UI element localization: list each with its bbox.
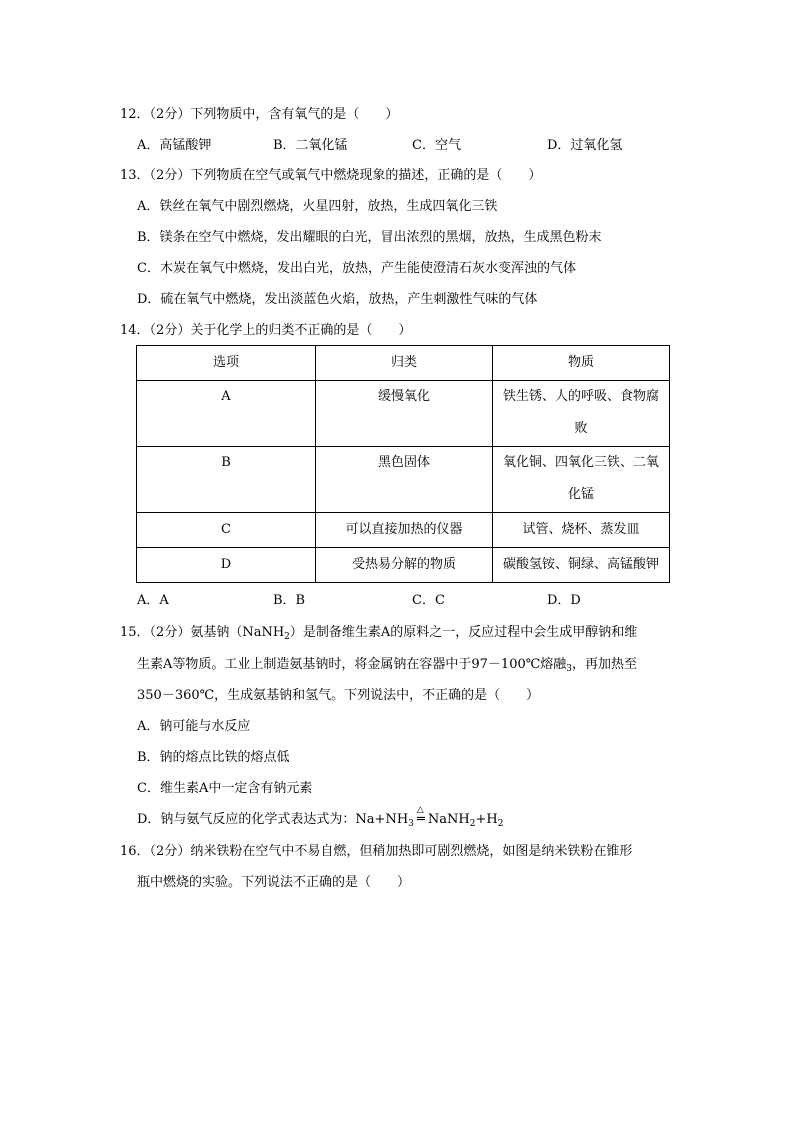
subscript: 2 [497, 819, 504, 829]
q16-stem-line-2: 瓶中燃烧的实验。下列说法不正确的是（ ） [137, 875, 411, 890]
q15-option-b[interactable]: B．钠的熔点比铁的熔点低 [137, 750, 290, 765]
table-cell: D [137, 548, 316, 583]
table-header-row [137, 346, 670, 381]
table-cell: 黑色固体 [316, 447, 493, 513]
subscript: 2 [469, 819, 476, 829]
q14-option-a[interactable]: A．A [137, 593, 169, 608]
subscript: 3 [408, 819, 414, 829]
q15-stem-text: 生素A等物质。工业上制造氨基钠时，将金属钠在容器中于97－100℃熔融 [137, 657, 567, 672]
q12-option-c[interactable]: C．空气 [412, 138, 461, 153]
subscript: 3 [566, 664, 573, 674]
q13-option-c[interactable]: C．木炭在氧气中燃烧，发出白光，放热，产生能使澄清石灰水变浑浊的气体 [137, 261, 576, 276]
table-header-option: 选项 [137, 346, 316, 381]
q15-option-d-text: NaNH [427, 812, 470, 827]
q15-option-d[interactable] [137, 805, 504, 829]
q14-option-c[interactable]: C．C [412, 593, 445, 608]
q13-option-a[interactable]: A．铁丝在氧气中剧烈燃烧，火星四射，放热，生成四氧化三铁 [137, 199, 498, 214]
table-header-substance: 物质 [493, 346, 670, 381]
table-cell: 铁生锈、人的呼吸、食物腐败 [502, 389, 659, 436]
table-row [137, 513, 670, 548]
q15-stem-line-1 [120, 625, 637, 641]
table-row [137, 548, 670, 583]
table-row [137, 381, 670, 447]
table-cell: 缓慢氧化 [316, 381, 493, 447]
delta-icon: △ [416, 805, 424, 815]
q13-option-d[interactable]: D．硫在氧气中燃烧，发出淡蓝色火焰，放热，产生刺激性气味的气体 [137, 292, 538, 307]
q14-stem: 14．（2分）关于化学上的归类不正确的是（ ） [120, 323, 412, 338]
q12-option-a[interactable]: A．高锰酸钾 [137, 138, 212, 153]
q15-stem-line-2 [137, 657, 637, 673]
table-cell: 可以直接加热的仪器 [316, 513, 493, 548]
table-cell: B [137, 447, 316, 513]
table-row [137, 447, 670, 513]
q15-option-c[interactable]: C．维生素A中一定含有钠元素 [137, 781, 313, 796]
q15-option-a[interactable]: A．钠可能与水反应 [137, 719, 251, 734]
table-header-category: 归类 [316, 346, 493, 381]
q14-classification-table [136, 345, 670, 583]
q15-option-d-text: D．钠与氨气反应的化学式表达式为：Na+NH [137, 812, 409, 827]
q15-stem-text: ，再加热至 [572, 657, 638, 672]
q12-option-b[interactable]: B．二氧化锰 [273, 138, 348, 153]
q15-stem-text: ）是制备维生素A的原料之一，反应过程中会生成甲醇钠和维 [289, 625, 638, 640]
q14-option-b[interactable]: B．B [273, 593, 306, 608]
q14-option-d[interactable]: D．D [547, 593, 581, 608]
q15-option-d-text: +H [475, 812, 498, 827]
equals-sign: ═ [416, 812, 425, 827]
q13-option-b[interactable]: B．镁条在空气中燃烧，发出耀眼的白光，冒出浓烈的黑烟，放热，生成黑色粉末 [137, 230, 602, 245]
table-cell: A [137, 381, 316, 447]
table-cell: 试管、烧杯、蒸发皿 [493, 513, 670, 548]
table-cell: 受热易分解的物质 [316, 548, 493, 583]
subscript: 2 [284, 632, 290, 642]
q13-stem: 13．（2分）下列物质在空气或氧气中燃烧现象的描述，正确的是（ ） [120, 168, 542, 183]
q12-stem: 12．（2分）下列物质中，含有氧气的是（ ） [120, 107, 399, 122]
table-cell: 氧化铜、四氧化三铁、二氧化锰 [502, 455, 659, 502]
table-cell: C [137, 513, 316, 548]
q16-stem-line-1: 16．（2分）纳米铁粉在空气中不易自燃，但稍加热即可剧烈燃烧，如图是纳米铁粉在锥形 [120, 844, 633, 859]
table-cell-wrap [493, 381, 670, 447]
table-cell-wrap [493, 447, 670, 513]
q15-stem-text: 15．（2分）氨基钠（NaNH [120, 625, 285, 640]
q12-option-d[interactable]: D．过氧化氢 [547, 138, 623, 153]
q15-stem-line-3: 350－360℃，生成氨基钠和氢气。下列说法中，不正确的是（ ） [137, 688, 540, 703]
table-cell: 碳酸氢铵、铜绿、高锰酸钾 [493, 548, 670, 583]
heating-condition-sign [414, 805, 428, 828]
